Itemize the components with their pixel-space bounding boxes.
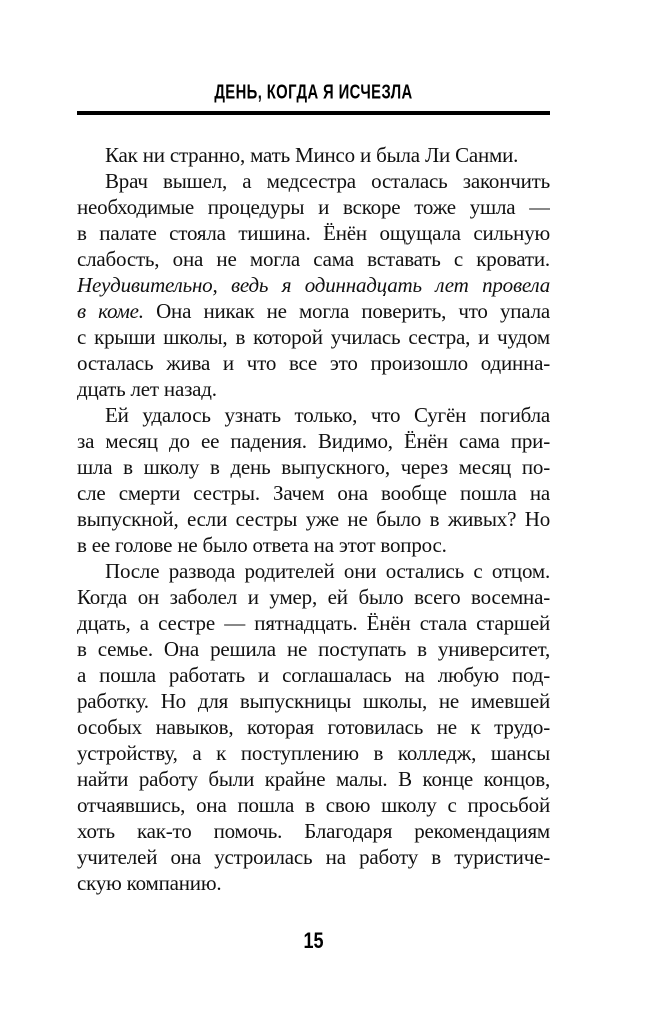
text-line <box>77 532 550 558</box>
header-rule <box>77 111 550 115</box>
text-line <box>77 870 550 896</box>
regular-text: Ей удалось узнать только, что Сугён погибла <box>105 403 550 427</box>
regular-text: устройству, а к поступлению в колледж, шансы <box>77 741 550 765</box>
regular-text: осталась жива и что все это произошло одинна- <box>77 351 550 375</box>
italic-text: Неудивительно, ведь я одиннадцать лет провела <box>77 273 550 297</box>
paragraph <box>77 168 550 402</box>
regular-text: дцать, а сестре — пятнадцать. Ёнён стала старшей <box>77 611 550 635</box>
text-line <box>77 818 550 844</box>
text-line <box>77 792 550 818</box>
text-line <box>77 740 550 766</box>
regular-text: в ее голове не было ответа на этот вопрос. <box>77 533 447 557</box>
text-line <box>77 714 550 740</box>
regular-text: особых навыков, которая готовилась не к трудо- <box>77 715 550 739</box>
text-line <box>77 844 550 870</box>
text-line <box>77 272 550 298</box>
text-line <box>77 480 550 506</box>
regular-text: слабость, она не могла сама вставать с кровати. <box>77 247 550 271</box>
paragraph <box>77 558 550 896</box>
paragraph <box>77 402 550 558</box>
text-line <box>77 220 550 246</box>
text-line <box>77 506 550 532</box>
text-line <box>77 584 550 610</box>
text-line <box>77 688 550 714</box>
regular-text: шла в школу в день выпускного, через месяц по- <box>77 455 550 479</box>
body-text <box>77 142 550 896</box>
text-line <box>77 402 550 428</box>
text-line <box>77 246 550 272</box>
regular-text: После развода родителей они остались с отцом. <box>105 559 550 583</box>
regular-text: в палате стояла тишина. Ёнён ощущала сильную <box>77 221 550 245</box>
text-line <box>77 558 550 584</box>
text-line <box>77 194 550 220</box>
regular-text: за месяц до ее падения. Видимо, Ёнён сама при- <box>77 429 550 453</box>
regular-text: скую компанию. <box>77 871 222 895</box>
regular-text: дцать лет назад. <box>77 377 217 401</box>
regular-text: отчаявшись, она пошла в свою школу с просьбой <box>77 793 550 817</box>
text-line <box>77 662 550 688</box>
running-header-title: ДЕНЬ, КОГДА Я ИСЧЕЗЛА <box>214 81 413 104</box>
page-number: 15 <box>303 928 324 953</box>
regular-text: учителей она устроилась на работу в туристиче- <box>77 845 550 869</box>
text-line <box>77 376 550 402</box>
regular-text: Она никак не могла поверить, что упала <box>143 299 550 323</box>
text-line <box>77 142 550 168</box>
regular-text: сле смерти сестры. Зачем она вообще пошла на <box>77 481 550 505</box>
italic-text: в коме. <box>77 299 144 323</box>
regular-text: Врач вышел, а медсестра осталась закончить <box>105 169 550 193</box>
regular-text: с крыши школы, в которой училась сестра, и чудом <box>77 325 550 349</box>
regular-text: хоть как-то помочь. Благодаря рекомендациям <box>77 819 550 843</box>
text-line <box>77 168 550 194</box>
regular-text: в семье. Она решила не поступать в университет, <box>77 637 550 661</box>
regular-text: работку. Но для выпускницы школы, не имевшей <box>77 689 550 713</box>
text-line <box>77 636 550 662</box>
text-line <box>77 428 550 454</box>
text-line <box>77 610 550 636</box>
regular-text: Когда он заболел и умер, ей было всего восемна- <box>77 585 550 609</box>
regular-text: необходимые процедуры и вскоре тоже ушла — <box>77 195 550 219</box>
regular-text: выпускной, если сестры уже не было в живых? Но <box>77 507 550 531</box>
text-line <box>77 298 550 324</box>
text-line <box>77 324 550 350</box>
regular-text: Как ни странно, мать Минсо и была Ли Санми. <box>105 143 519 167</box>
regular-text: найти работу были крайне малы. В конце концов, <box>77 767 550 791</box>
regular-text: а пошла работать и соглашалась на любую под- <box>77 663 550 687</box>
paragraph <box>77 142 550 168</box>
text-line <box>77 766 550 792</box>
text-line <box>77 350 550 376</box>
text-line <box>77 454 550 480</box>
